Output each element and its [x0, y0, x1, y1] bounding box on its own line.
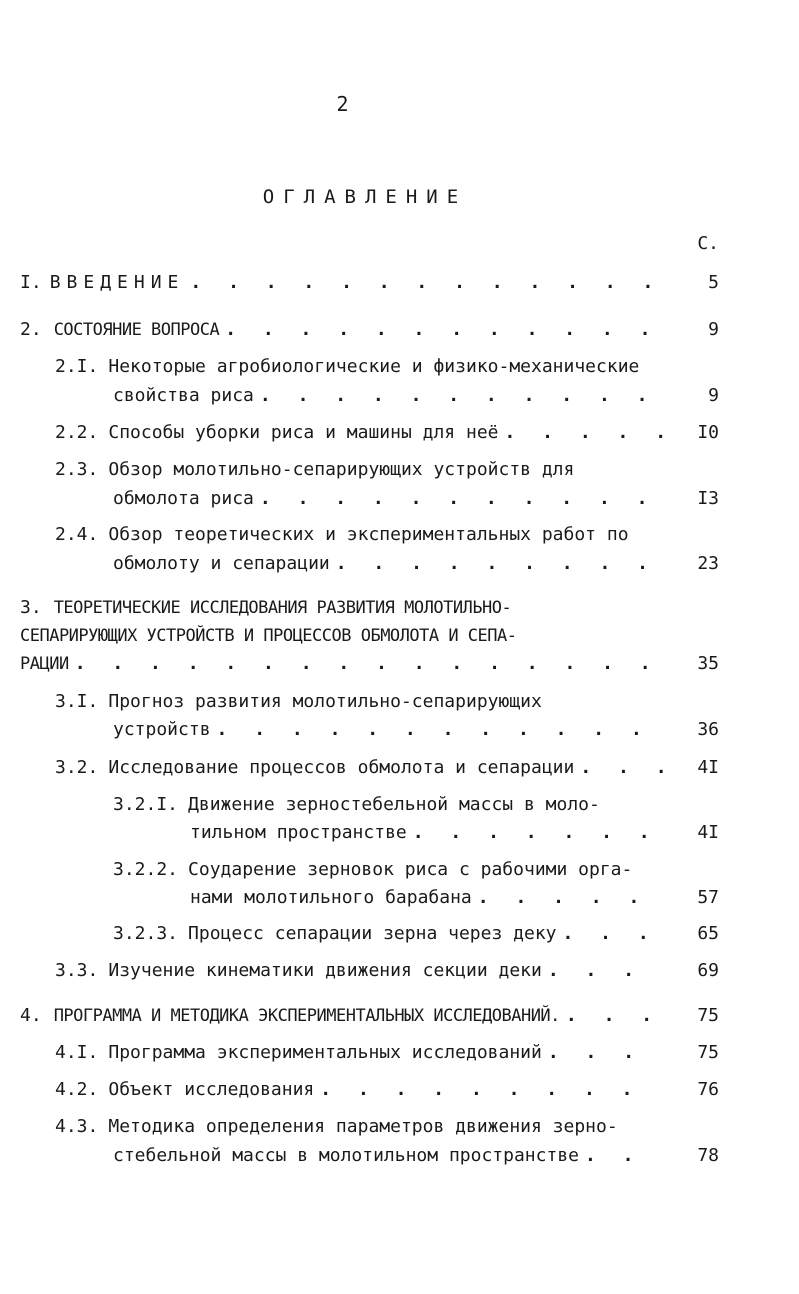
toc-entry-page: 9	[708, 385, 719, 406]
toc-entry-text: Обзор теоретических и экспериментальных работ по	[108, 524, 629, 545]
toc-entry-text: РАЦИИ	[20, 654, 69, 674]
toc-entry-number: 2.4.	[55, 524, 99, 545]
toc-entry-text: Движение зерностебельной массы в моло-	[188, 794, 600, 815]
dot-leader	[580, 755, 663, 781]
toc-entry-text: Объект исследования	[108, 1079, 315, 1100]
toc-entry-page: 78	[697, 1145, 719, 1166]
toc-entry-number: 2.	[20, 319, 42, 340]
toc-entry-number: 3.I.	[55, 691, 99, 712]
toc-entry-text: СЕПАРИРУЮЩИХ УСТРОЙСТВ И ПРОЦЕССОВ ОБМОЛОТА И СЕПА-	[20, 626, 517, 646]
toc-entry-page: 75	[697, 1005, 719, 1026]
toc-entry-page: 4I	[697, 822, 719, 843]
toc-entry-text: тильном пространстве	[190, 822, 407, 843]
toc-entry-page: 35	[697, 653, 719, 674]
toc-entry-page: 9	[708, 319, 719, 340]
toc-entry-page: 76	[697, 1079, 719, 1100]
toc-entry-page: 69	[697, 960, 719, 981]
toc-entry-text: Соударение зерновок риса с рабочими орга-	[188, 859, 633, 880]
toc-entry-text: Прогноз развития молотильно-сепарирующих	[108, 691, 542, 712]
dot-leader	[563, 921, 664, 947]
toc-entry-text: Методика определения параметров движения зерно-	[108, 1116, 618, 1137]
toc-entry-number: I.	[20, 272, 42, 293]
toc-entry-page: 5	[708, 272, 719, 293]
toc-entry-text: СОСТОЯНИЕ ВОПРОСА	[53, 320, 220, 340]
dot-leader	[566, 1003, 663, 1029]
dot-leader	[548, 958, 663, 984]
dot-leader	[260, 383, 663, 409]
toc-entry-number: 3.	[20, 597, 42, 618]
toc-entry-number: 4.3.	[55, 1116, 99, 1137]
dot-leader	[585, 1143, 663, 1169]
toc-title: ОГЛАВЛЕНИЕ	[262, 186, 468, 208]
dot-leader	[75, 651, 663, 677]
toc-entry-page: 57	[697, 887, 719, 908]
toc-entry-number: 3.2.I.	[113, 794, 179, 815]
toc-entry-page: I3	[697, 488, 719, 509]
dot-leader	[548, 1040, 663, 1066]
toc-entry-text: устройств	[113, 719, 211, 740]
toc-entry-number: 4.I.	[55, 1042, 99, 1063]
toc-entry-text: Способы уборки риса и машины для неё	[108, 422, 499, 443]
toc-entry-number: 3.2.3.	[113, 923, 179, 944]
toc-entry-text: Процесс сепарации зерна через деку	[188, 923, 557, 944]
toc-entry-text: Программа экспериментальных исследований	[108, 1042, 542, 1063]
toc-entry-text: ПРОГРАММА И МЕТОДИКА ЭКСПЕРИМЕНТАЛЬНЫХ ИССЛЕДОВАНИЙ.	[53, 1006, 560, 1026]
toc-entry-number: 3.2.	[55, 757, 99, 778]
toc-entry-number: 3.3.	[55, 960, 99, 981]
toc-entry-text: ТЕОРЕТИЧЕСКИЕ ИССЛЕДОВАНИЯ РАЗВИТИЯ МОЛОТИЛЬНО-	[53, 598, 512, 618]
page-column-label: С.	[697, 233, 719, 254]
toc-entry-page: 75	[697, 1042, 719, 1063]
toc-entry-number: 4.	[20, 1005, 42, 1026]
toc-entry-page: 65	[697, 923, 719, 944]
toc-entry-number: 2.3.	[55, 459, 99, 480]
toc-entry-text: свойства риса	[113, 385, 254, 406]
toc-entry-text: Изучение кинематики движения секции деки	[108, 960, 542, 981]
dot-leader	[217, 717, 663, 743]
toc-entry-number: 3.2.2.	[113, 859, 179, 880]
toc-entry-text: нами молотильного барабана	[190, 887, 472, 908]
dot-leader	[320, 1077, 663, 1103]
dot-leader	[336, 551, 663, 577]
toc-entry-text: стебельной массы в молотильном пространстве	[113, 1145, 579, 1166]
dot-leader	[413, 820, 663, 846]
toc-entry-page: 4I	[697, 757, 719, 778]
toc-entry-text: Исследование процессов обмолота и сепарации	[108, 757, 575, 778]
dot-leader	[190, 270, 663, 296]
dot-leader	[260, 486, 663, 512]
dot-leader	[225, 317, 663, 343]
toc-entry-text: Обзор молотильно-сепарирующих устройств для	[108, 459, 575, 480]
toc-entry-number: 4.2.	[55, 1079, 99, 1100]
dot-leader	[478, 885, 663, 911]
toc-entry-text: ВВЕДЕНИЕ	[49, 272, 185, 293]
toc-entry-page: 36	[697, 719, 719, 740]
toc-entry-number: 2.I.	[55, 356, 99, 377]
toc-entry-text: обмолота риса	[113, 488, 254, 509]
toc-entry-page: 23	[697, 553, 719, 574]
dot-leader	[505, 420, 664, 446]
toc-entry-page: I0	[697, 422, 719, 443]
toc-entry-text: обмолоту и сепарации	[113, 553, 330, 574]
toc-entry-text: Некоторые агробиологические и физико-механические	[108, 356, 640, 377]
toc-entry-number: 2.2.	[55, 422, 99, 443]
page-number: 2	[336, 92, 349, 116]
